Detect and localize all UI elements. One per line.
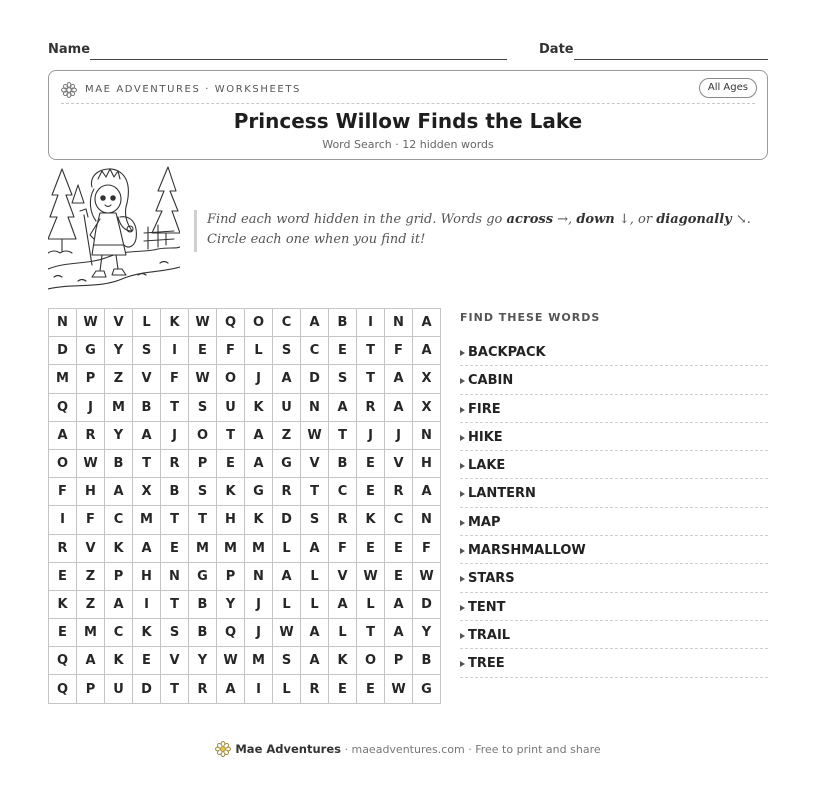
grid-cell[interactable]: A — [385, 393, 413, 421]
across-arrow: →, — [553, 212, 577, 227]
grid-cell[interactable]: U — [105, 675, 133, 703]
grid-cell[interactable]: P — [217, 562, 245, 590]
grid-cell[interactable]: A — [301, 647, 329, 675]
grid-cell[interactable]: G — [189, 562, 217, 590]
word-list-item — [460, 423, 768, 451]
grid-cell[interactable]: M — [77, 619, 105, 647]
grid-cell[interactable]: T — [217, 421, 245, 449]
princess-hiker-illustration — [48, 165, 180, 297]
grid-cell[interactable]: A — [385, 590, 413, 618]
grid-cell[interactable]: V — [77, 534, 105, 562]
grid-cell[interactable]: I — [357, 309, 385, 337]
grid-cell[interactable]: E — [49, 562, 77, 590]
grid-cell[interactable]: K — [217, 478, 245, 506]
grid-cell[interactable]: J — [77, 393, 105, 421]
grid-cell[interactable]: W — [189, 365, 217, 393]
grid-cell[interactable]: R — [77, 421, 105, 449]
grid-row — [49, 421, 441, 449]
word-list-item — [460, 593, 768, 621]
word-list-item — [460, 508, 768, 536]
word-search-grid — [48, 308, 441, 704]
grid-cell[interactable]: Y — [189, 647, 217, 675]
grid-cell[interactable]: K — [245, 393, 273, 421]
grid-cell[interactable]: Q — [49, 647, 77, 675]
word-list-item — [460, 479, 768, 507]
grid-cell[interactable]: A — [217, 675, 245, 703]
grid-cell[interactable]: I — [49, 506, 77, 534]
grid-cell[interactable]: L — [357, 590, 385, 618]
grid-cell[interactable]: H — [77, 478, 105, 506]
worksheet-header — [48, 70, 768, 160]
grid-cell[interactable]: J — [245, 365, 273, 393]
grid-cell[interactable]: E — [329, 675, 357, 703]
grid-cell[interactable]: Y — [413, 619, 441, 647]
grid-cell[interactable]: A — [245, 421, 273, 449]
word-label: BACKPACK — [468, 345, 546, 360]
grid-cell[interactable]: P — [385, 647, 413, 675]
brand-label: MAE ADVENTURES · WORKSHEETS — [85, 84, 301, 95]
grid-row — [49, 619, 441, 647]
grid-cell[interactable]: N — [413, 421, 441, 449]
grid-cell[interactable]: G — [413, 675, 441, 703]
grid-cell[interactable]: A — [133, 421, 161, 449]
grid-cell[interactable]: V — [385, 449, 413, 477]
grid-cell[interactable]: A — [49, 421, 77, 449]
grid-cell[interactable]: B — [413, 647, 441, 675]
word-label: HIKE — [468, 429, 503, 445]
grid-cell[interactable]: T — [329, 421, 357, 449]
grid-cell[interactable]: B — [189, 590, 217, 618]
grid-cell[interactable]: J — [161, 421, 189, 449]
word-list — [460, 338, 768, 678]
grid-cell[interactable]: A — [329, 393, 357, 421]
grid-cell[interactable]: C — [273, 309, 301, 337]
word-list-item — [460, 536, 768, 564]
grid-cell[interactable]: Z — [273, 421, 301, 449]
grid-cell[interactable]: Z — [77, 590, 105, 618]
grid-cell[interactable]: D — [133, 675, 161, 703]
grid-cell[interactable]: M — [217, 534, 245, 562]
grid-cell[interactable]: R — [189, 675, 217, 703]
grid-cell[interactable]: S — [161, 619, 189, 647]
grid-row — [49, 337, 441, 365]
grid-cell[interactable]: O — [49, 449, 77, 477]
grid-cell[interactable]: O — [245, 309, 273, 337]
grid-cell[interactable]: J — [385, 421, 413, 449]
grid-cell[interactable]: A — [301, 309, 329, 337]
word-label: FIRE — [468, 401, 501, 417]
grid-cell[interactable]: J — [245, 590, 273, 618]
grid-cell[interactable]: B — [329, 309, 357, 337]
grid-cell[interactable]: W — [77, 309, 105, 337]
grid-row — [49, 393, 441, 421]
grid-cell[interactable]: A — [133, 534, 161, 562]
word-label: CABIN — [468, 373, 514, 389]
grid-cell[interactable]: S — [273, 337, 301, 365]
grid-cell[interactable]: D — [301, 365, 329, 393]
grid-cell[interactable]: W — [357, 562, 385, 590]
grid-row — [49, 449, 441, 477]
grid-cell[interactable]: T — [301, 478, 329, 506]
grid-cell[interactable]: T — [189, 506, 217, 534]
triangle-bullet-icon — [460, 548, 465, 554]
grid-cell[interactable]: W — [217, 647, 245, 675]
grid-cell[interactable]: B — [329, 449, 357, 477]
grid-cell[interactable]: N — [301, 393, 329, 421]
grid-cell[interactable]: J — [357, 421, 385, 449]
triangle-bullet-icon — [460, 605, 465, 611]
direction-diagonal: diagonally — [656, 212, 732, 227]
grid-cell[interactable]: A — [413, 337, 441, 365]
grid-cell[interactable]: W — [273, 619, 301, 647]
grid-cell[interactable]: E — [329, 337, 357, 365]
grid-cell[interactable]: R — [329, 506, 357, 534]
grid-cell[interactable]: A — [245, 449, 273, 477]
grid-cell[interactable]: T — [357, 365, 385, 393]
grid-cell[interactable]: T — [161, 393, 189, 421]
grid-cell[interactable]: V — [329, 562, 357, 590]
footer-text: · maeadventures.com · Free to print and share — [340, 743, 601, 756]
grid-cell[interactable]: E — [357, 534, 385, 562]
grid-cell[interactable]: S — [189, 393, 217, 421]
grid-cell[interactable]: K — [105, 647, 133, 675]
grid-row — [49, 647, 441, 675]
grid-cell[interactable]: K — [357, 506, 385, 534]
grid-cell[interactable]: A — [329, 590, 357, 618]
grid-cell[interactable]: T — [161, 506, 189, 534]
grid-cell[interactable]: G — [77, 337, 105, 365]
diagonal-arrow: ↘ — [731, 212, 747, 227]
word-label: TRAIL — [468, 627, 511, 643]
grid-cell[interactable]: V — [161, 647, 189, 675]
grid-cell[interactable]: I — [133, 590, 161, 618]
grid-cell[interactable]: O — [357, 647, 385, 675]
instructions-text: Find each word hidden in the grid. Words go — [207, 212, 507, 227]
grid-cell[interactable]: I — [161, 337, 189, 365]
grid-cell[interactable]: E — [357, 478, 385, 506]
footer-brand: Mae Adventures — [235, 742, 341, 756]
grid-cell[interactable]: K — [133, 619, 161, 647]
grid-cell[interactable]: R — [385, 478, 413, 506]
grid-cell[interactable]: A — [105, 590, 133, 618]
word-list-heading: FIND THESE WORDS — [460, 311, 601, 324]
grid-cell[interactable]: T — [133, 449, 161, 477]
grid-cell[interactable]: T — [161, 590, 189, 618]
grid-cell[interactable]: D — [273, 506, 301, 534]
grid-cell[interactable]: Q — [49, 675, 77, 703]
grid-cell[interactable]: A — [385, 619, 413, 647]
grid-row — [49, 675, 441, 703]
grid-cell[interactable]: W — [385, 675, 413, 703]
name-line[interactable] — [90, 59, 507, 60]
grid-cell[interactable]: R — [357, 393, 385, 421]
grid-cell[interactable]: F — [385, 337, 413, 365]
direction-down: down — [576, 212, 615, 227]
grid-cell[interactable]: U — [273, 393, 301, 421]
grid-cell[interactable]: G — [245, 478, 273, 506]
grid-cell[interactable]: Y — [105, 337, 133, 365]
date-label: Date — [539, 42, 574, 57]
triangle-bullet-icon — [460, 378, 465, 384]
grid-cell[interactable]: L — [245, 337, 273, 365]
grid-cell[interactable]: I — [245, 675, 273, 703]
grid-cell[interactable]: V — [105, 309, 133, 337]
grid-cell[interactable]: B — [189, 619, 217, 647]
grid-cell[interactable]: L — [133, 309, 161, 337]
grid-cell[interactable]: F — [161, 365, 189, 393]
grid-cell[interactable]: Y — [105, 421, 133, 449]
grid-cell[interactable]: X — [413, 393, 441, 421]
brand-row — [61, 81, 757, 101]
grid-cell[interactable]: L — [301, 562, 329, 590]
word-list-item — [460, 395, 768, 423]
grid-cell[interactable]: E — [189, 337, 217, 365]
grid-cell[interactable]: K — [245, 506, 273, 534]
grid-cell[interactable]: L — [301, 590, 329, 618]
triangle-bullet-icon — [460, 520, 465, 526]
grid-row — [49, 309, 441, 337]
grid-cell[interactable]: B — [161, 478, 189, 506]
grid-cell[interactable]: C — [385, 506, 413, 534]
grid-cell[interactable]: S — [189, 478, 217, 506]
grid-cell[interactable]: F — [413, 534, 441, 562]
grid-cell[interactable]: A — [301, 619, 329, 647]
grid-cell[interactable]: P — [77, 365, 105, 393]
grid-cell[interactable]: E — [357, 449, 385, 477]
grid-cell[interactable]: R — [49, 534, 77, 562]
direction-across: across — [506, 212, 554, 227]
instructions-end: . Circle each one when you find it! — [207, 212, 751, 247]
grid-cell[interactable]: A — [105, 478, 133, 506]
grid-cell[interactable]: E — [49, 619, 77, 647]
grid-cell[interactable]: X — [413, 365, 441, 393]
word-list-item — [460, 366, 768, 394]
grid-cell[interactable]: C — [301, 337, 329, 365]
grid-cell[interactable]: D — [49, 337, 77, 365]
name-label: Name — [48, 42, 91, 57]
grid-cell[interactable]: R — [273, 478, 301, 506]
grid-row — [49, 478, 441, 506]
grid-cell[interactable]: M — [245, 647, 273, 675]
grid-cell[interactable]: K — [105, 534, 133, 562]
grid-cell[interactable]: E — [161, 534, 189, 562]
grid-cell[interactable]: A — [301, 534, 329, 562]
triangle-bullet-icon — [460, 661, 465, 667]
grid-cell[interactable]: Z — [105, 365, 133, 393]
grid-cell[interactable]: E — [385, 534, 413, 562]
word-label: TENT — [468, 599, 506, 615]
grid-cell[interactable]: V — [301, 449, 329, 477]
triangle-bullet-icon — [460, 491, 465, 497]
grid-cell[interactable]: F — [217, 337, 245, 365]
daisy-flower-icon — [215, 741, 231, 757]
grid-cell[interactable]: Y — [217, 590, 245, 618]
grid-cell[interactable]: W — [301, 421, 329, 449]
grid-row — [49, 534, 441, 562]
grid-cell[interactable]: M — [105, 393, 133, 421]
word-list-panel — [460, 308, 768, 678]
word-list-item — [460, 621, 768, 649]
age-badge: All Ages — [699, 78, 757, 98]
grid-cell[interactable]: S — [301, 506, 329, 534]
triangle-bullet-icon — [460, 407, 465, 413]
grid-cell[interactable]: A — [273, 562, 301, 590]
grid-cell[interactable]: O — [189, 421, 217, 449]
triangle-bullet-icon — [460, 576, 465, 582]
footer — [0, 741, 816, 761]
grid-cell[interactable]: N — [49, 309, 77, 337]
grid-cell[interactable]: M — [189, 534, 217, 562]
grid-cell[interactable]: A — [77, 647, 105, 675]
grid-row — [49, 506, 441, 534]
grid-cell[interactable]: C — [105, 619, 133, 647]
grid-cell[interactable]: N — [413, 506, 441, 534]
word-list-item — [460, 451, 768, 479]
grid-cell[interactable]: W — [413, 562, 441, 590]
grid-cell[interactable]: H — [217, 506, 245, 534]
instructions — [194, 210, 768, 252]
triangle-bullet-icon — [460, 350, 465, 356]
grid-cell[interactable]: W — [189, 309, 217, 337]
grid-cell[interactable]: W — [77, 449, 105, 477]
grid-cell[interactable]: L — [273, 534, 301, 562]
header-divider — [61, 103, 755, 104]
word-label: TREE — [468, 656, 505, 672]
grid-cell[interactable]: F — [49, 478, 77, 506]
grid-cell[interactable]: Q — [217, 309, 245, 337]
grid-row — [49, 590, 441, 618]
grid-cell[interactable]: H — [133, 562, 161, 590]
grid-cell[interactable]: P — [105, 562, 133, 590]
grid-cell[interactable]: F — [329, 534, 357, 562]
grid-cell[interactable]: E — [133, 647, 161, 675]
grid-cell[interactable]: T — [357, 337, 385, 365]
triangle-bullet-icon — [460, 435, 465, 441]
grid-cell[interactable]: Q — [217, 619, 245, 647]
grid-cell[interactable]: U — [217, 393, 245, 421]
grid-cell[interactable]: X — [133, 478, 161, 506]
grid-cell[interactable]: A — [273, 365, 301, 393]
grid-cell[interactable]: M — [133, 506, 161, 534]
grid-cell[interactable]: E — [357, 675, 385, 703]
grid-cell[interactable]: N — [161, 562, 189, 590]
grid-cell[interactable]: N — [385, 309, 413, 337]
grid-cell[interactable]: H — [413, 449, 441, 477]
grid-cell[interactable]: M — [245, 534, 273, 562]
grid-cell[interactable]: B — [105, 449, 133, 477]
grid-row — [49, 562, 441, 590]
word-label: LANTERN — [468, 486, 536, 502]
grid-cell[interactable]: L — [273, 590, 301, 618]
triangle-bullet-icon — [460, 463, 465, 469]
grid-cell[interactable]: F — [77, 506, 105, 534]
grid-row — [49, 365, 441, 393]
word-label: MARSHMALLOW — [468, 543, 586, 559]
word-list-item — [460, 564, 768, 592]
grid-cell[interactable]: N — [245, 562, 273, 590]
grid-cell[interactable]: K — [329, 647, 357, 675]
grid-cell[interactable]: P — [189, 449, 217, 477]
grid-cell[interactable]: V — [133, 365, 161, 393]
worksheet-title: Princess Willow Finds the Lake — [233, 109, 583, 133]
grid-cell[interactable]: R — [161, 449, 189, 477]
grid-cell[interactable]: G — [273, 449, 301, 477]
date-line[interactable] — [574, 59, 768, 60]
grid-cell[interactable]: E — [217, 449, 245, 477]
grid-cell[interactable]: Z — [77, 562, 105, 590]
grid-cell[interactable]: D — [413, 590, 441, 618]
word-label: LAKE — [468, 458, 506, 474]
grid-cell[interactable]: L — [273, 675, 301, 703]
grid-cell[interactable]: S — [329, 365, 357, 393]
grid-cell[interactable]: M — [49, 365, 77, 393]
grid-cell[interactable]: O — [217, 365, 245, 393]
grid-cell[interactable]: A — [385, 365, 413, 393]
grid-cell[interactable]: E — [385, 562, 413, 590]
grid-cell[interactable]: C — [105, 506, 133, 534]
word-list-item — [460, 338, 768, 366]
grid-cell[interactable]: C — [329, 478, 357, 506]
grid-cell[interactable]: K — [161, 309, 189, 337]
grid-cell[interactable]: B — [133, 393, 161, 421]
grid-cell[interactable]: L — [329, 619, 357, 647]
daisy-flower-icon — [61, 82, 77, 98]
worksheet-subtitle: Word Search · 12 hidden words — [322, 138, 494, 151]
grid-cell[interactable]: A — [413, 478, 441, 506]
grid-cell[interactable]: S — [273, 647, 301, 675]
grid-cell[interactable]: A — [413, 309, 441, 337]
grid-cell[interactable]: S — [133, 337, 161, 365]
grid-cell[interactable]: P — [77, 675, 105, 703]
grid-cell[interactable]: J — [245, 619, 273, 647]
word-list-item — [460, 649, 768, 677]
name-date-row — [48, 40, 768, 62]
grid-cell[interactable]: R — [301, 675, 329, 703]
grid-cell[interactable]: Q — [49, 393, 77, 421]
word-label: MAP — [468, 514, 501, 530]
word-label: STARS — [468, 571, 515, 587]
grid-cell[interactable]: T — [357, 619, 385, 647]
grid-cell[interactable]: T — [161, 675, 189, 703]
down-arrow: ↓, or — [614, 212, 657, 227]
grid-cell[interactable]: K — [49, 590, 77, 618]
triangle-bullet-icon — [460, 633, 465, 639]
